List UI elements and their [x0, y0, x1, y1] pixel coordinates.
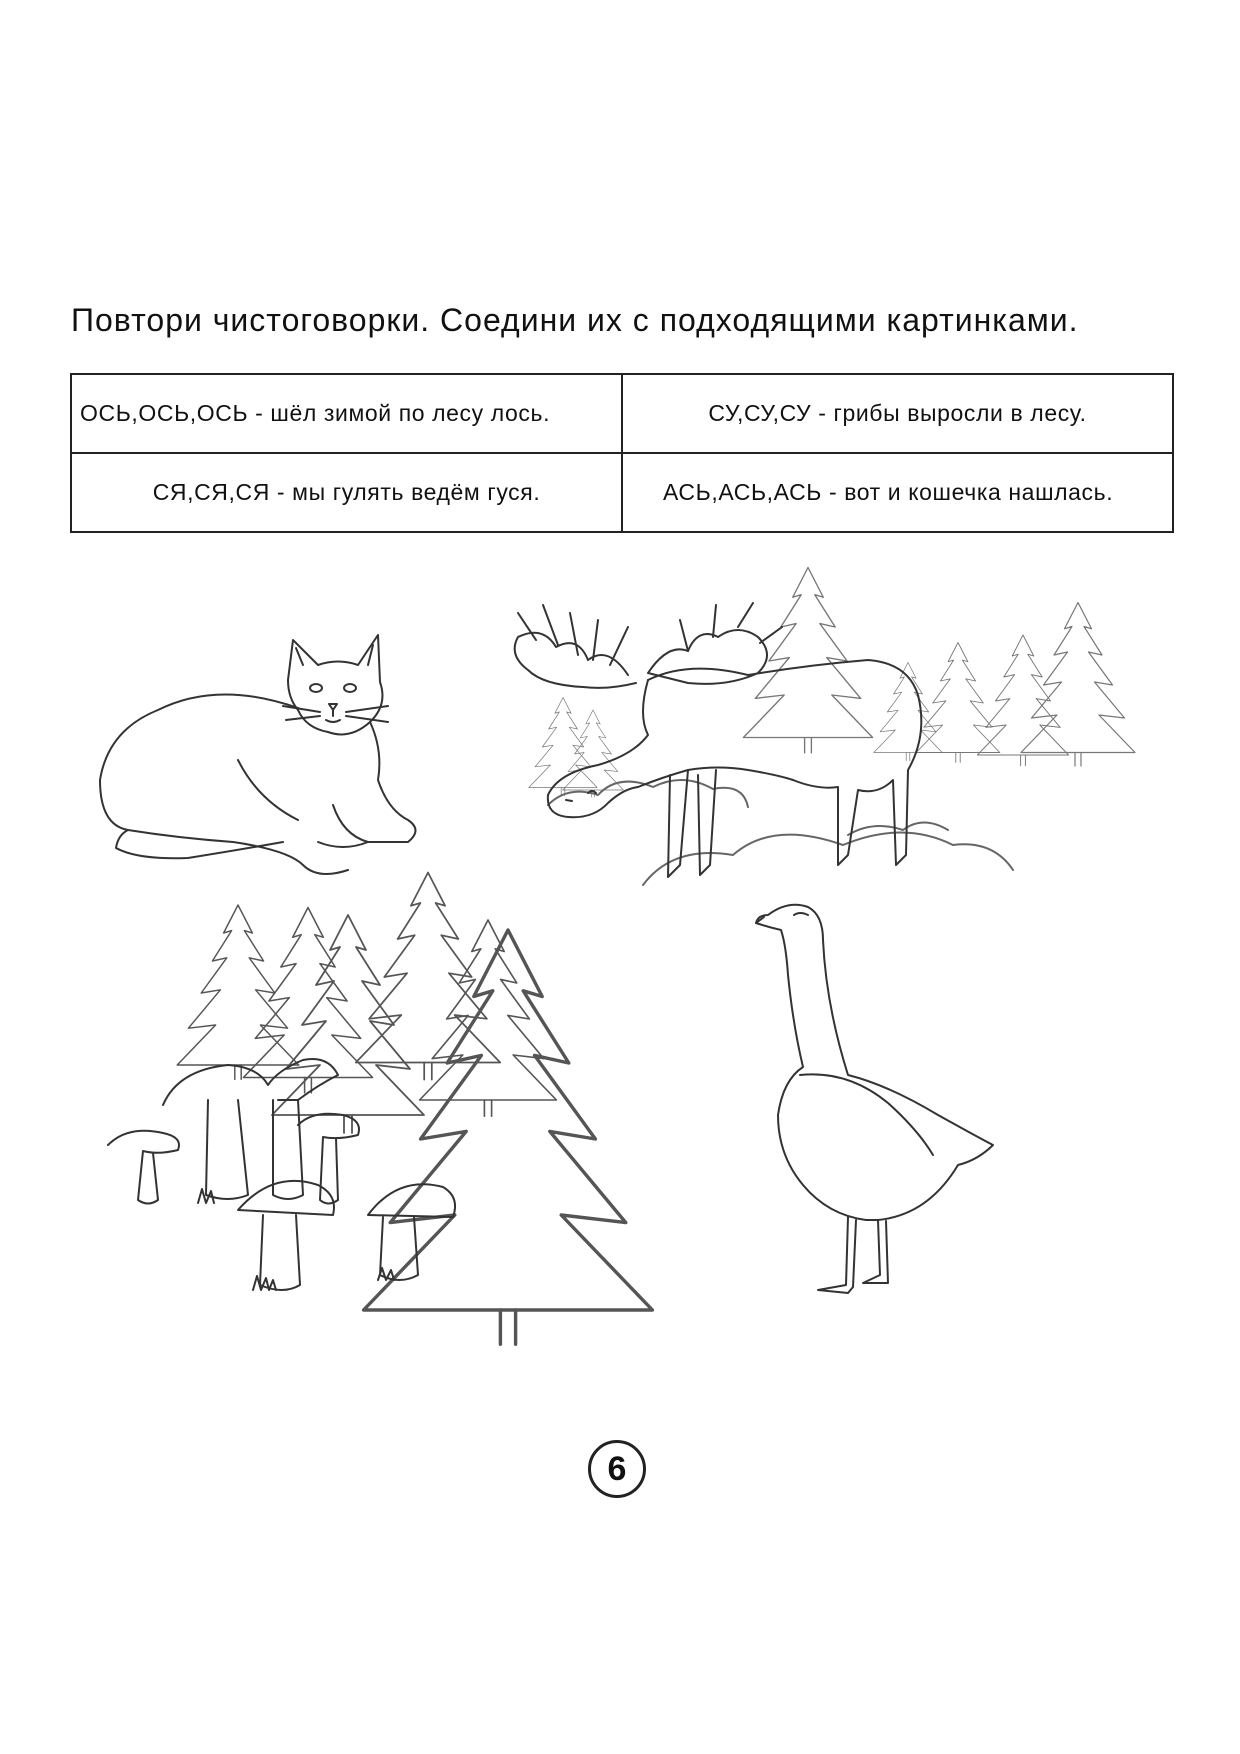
page-number: 6	[588, 1440, 646, 1498]
rhyme-goose: СЯ,СЯ,СЯ - мы гулять ведём гуся.	[71, 453, 622, 532]
rhyme-mushrooms: СУ,СУ,СУ - грибы выросли в лесу.	[622, 374, 1173, 453]
rhymes-table	[70, 373, 1174, 533]
rhymes-row	[71, 453, 1173, 532]
cat-icon	[100, 635, 416, 874]
coloring-illustration	[88, 555, 1168, 1485]
rhyme-cat: АСЬ,АСЬ,АСЬ - вот и кошечка нашлась.	[622, 453, 1173, 532]
task-instruction: Повтори чистоговорки. Соедини их с подходящими картинками.	[71, 302, 1079, 338]
rhyme-moose: ОСЬ,ОСЬ,ОСЬ - шёл зимой по лесу лось.	[71, 374, 622, 453]
goose-icon	[756, 905, 993, 1293]
fir-tree-icon	[529, 568, 1135, 798]
moose-icon	[515, 603, 922, 877]
rhymes-row	[71, 374, 1173, 453]
fir-tree-icon	[177, 873, 652, 1345]
